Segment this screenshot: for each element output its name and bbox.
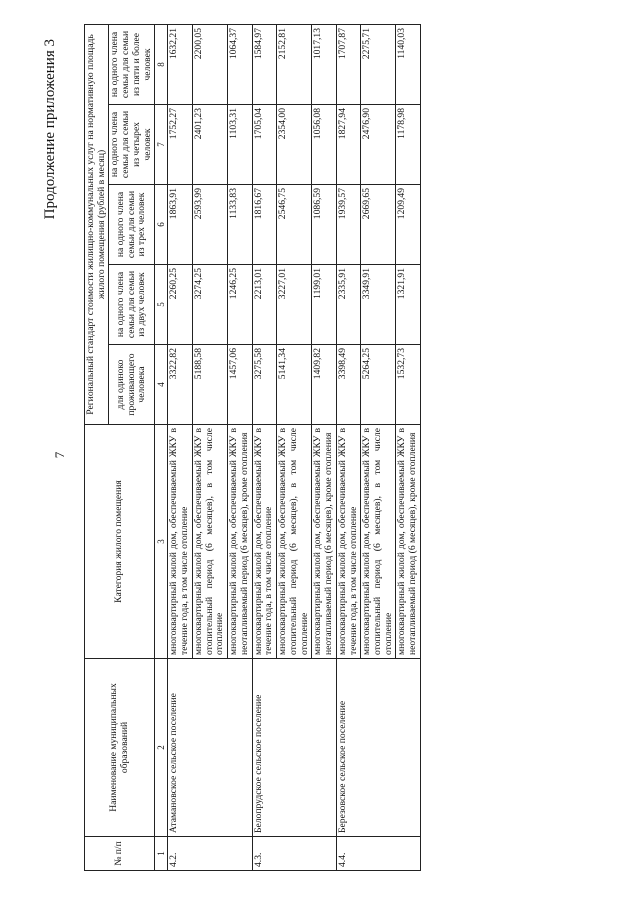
value-cell: 2593,99 [192, 185, 227, 265]
continuation-label: Продолжение приложения 3 [42, 39, 58, 220]
header-row-1 [85, 24, 109, 870]
value-cell: 2200,05 [192, 24, 227, 104]
value-cell: 1199,01 [312, 265, 336, 345]
row-number: 4.2. [168, 837, 252, 871]
value-cell: 1532,73 [396, 345, 420, 425]
header-category: Категория жилого помещения [85, 425, 155, 659]
rotated-sheet [42, 25, 627, 885]
table-row [252, 24, 276, 870]
value-cell: 1246,25 [228, 265, 252, 345]
header-name: Наименование муниципальных образований [85, 659, 155, 837]
colnum: 5 [155, 265, 168, 345]
value-cell: 2260,25 [168, 265, 192, 345]
value-cell: 1457,06 [228, 345, 252, 425]
table-row [168, 24, 192, 870]
value-cell: 1178,98 [396, 105, 420, 185]
value-cell: 1321,91 [396, 265, 420, 345]
municipality-name: Березовское сельское поселение [336, 659, 420, 837]
column-numbers-row [155, 24, 168, 870]
value-cell: 2476,90 [361, 105, 396, 185]
category-cell: многоквартирный жилой дом, обеспечиваемый ЖКУ в отопительный период (6 месяцев), в том числе отопление [277, 425, 312, 659]
colnum: 3 [155, 425, 168, 659]
value-cell: 2275,71 [361, 24, 396, 104]
value-cell: 1705,04 [252, 105, 276, 185]
row-number: 4.3. [252, 837, 336, 871]
value-cell: 2213,01 [252, 265, 276, 345]
value-cell: 3349,91 [361, 265, 396, 345]
value-cell: 2335,91 [336, 265, 360, 345]
value-cell: 1863,91 [168, 185, 192, 265]
value-cell: 3398,49 [336, 345, 360, 425]
value-cell: 3274,25 [192, 265, 227, 345]
municipality-name: Атамановское сельское поселение [168, 659, 252, 837]
value-cell: 2669,65 [361, 185, 396, 265]
value-cell: 1209,49 [396, 185, 420, 265]
value-cell: 1133,83 [228, 185, 252, 265]
value-cell: 1086,59 [312, 185, 336, 265]
value-cell: 3275,58 [252, 345, 276, 425]
colnum: 1 [155, 837, 168, 871]
value-cell: 1017,13 [312, 24, 336, 104]
table-row [336, 24, 360, 870]
value-cell: 5141,34 [277, 345, 312, 425]
category-cell: многоквартирный жилой дом, обеспечиваемый ЖКУ в неотапливаемый период (6 месяцев), кроме отопления [396, 425, 420, 659]
category-cell: многоквартирный жилой дом, обеспечиваемый ЖКУ в течение года, в том числе отопление [336, 425, 360, 659]
standards-table [84, 24, 421, 871]
value-cell: 5188,58 [192, 345, 227, 425]
page-number: 7 [52, 451, 67, 459]
value-cell: 1939,57 [336, 185, 360, 265]
category-cell: многоквартирный жилой дом, обеспечиваемый ЖКУ в отопительный период (6 месяцев), в том числе отопление [361, 425, 396, 659]
header-single: для одиноко проживающего человека [109, 345, 155, 425]
colnum: 2 [155, 659, 168, 837]
colnum: 6 [155, 185, 168, 265]
category-cell: многоквартирный жилой дом, обеспечиваемый ЖКУ в течение года, в том числе отопление [168, 425, 192, 659]
value-cell: 5264,25 [361, 345, 396, 425]
value-cell: 1103,31 [228, 105, 252, 185]
value-cell: 1409,82 [312, 345, 336, 425]
colnum: 4 [155, 345, 168, 425]
value-cell: 2354,00 [277, 105, 312, 185]
header-five: на одного члена семьи для семьи из пяти и более человек [109, 24, 155, 104]
header-group: Региональный стандарт стоимости жилищно-коммунальных услуг на нормативную площадь жилого помещения (рублей в месяц) [85, 24, 109, 424]
value-cell: 1827,94 [336, 105, 360, 185]
category-cell: многоквартирный жилой дом, обеспечиваемый ЖКУ в отопительный период (6 месяцев), в том числе отопление [192, 425, 227, 659]
municipality-name: Белопрудское сельское поселение [252, 659, 336, 837]
value-cell: 1064,37 [228, 24, 252, 104]
colnum: 7 [155, 105, 168, 185]
row-number: 4.4. [336, 837, 420, 871]
value-cell: 3322,82 [168, 345, 192, 425]
value-cell: 1140,03 [396, 24, 420, 104]
value-cell: 1816,67 [252, 185, 276, 265]
value-cell: 2152,81 [277, 24, 312, 104]
value-cell: 1056,08 [312, 105, 336, 185]
value-cell: 3227,01 [277, 265, 312, 345]
category-cell: многоквартирный жилой дом, обеспечиваемый ЖКУ в течение года, в том числе отопление [252, 425, 276, 659]
header-two: на одного члена семьи для семьи из двух человек [109, 265, 155, 345]
header-three: на одного члена семьи для семьи из трех человек [109, 185, 155, 265]
value-cell: 1584,97 [252, 24, 276, 104]
header-num: № п/п [85, 837, 155, 871]
header-four: на одного члена семьи для семьи из четырех человек [109, 105, 155, 185]
value-cell: 1752,27 [168, 105, 192, 185]
category-cell: многоквартирный жилой дом, обеспечиваемый ЖКУ в неотапливаемый период (6 месяцев), кроме отопления [312, 425, 336, 659]
value-cell: 2401,23 [192, 105, 227, 185]
value-cell: 2546,75 [277, 185, 312, 265]
category-cell: многоквартирный жилой дом, обеспечиваемый ЖКУ в неотапливаемый период (6 месяцев), кроме отопления [228, 425, 252, 659]
value-cell: 1632,21 [168, 24, 192, 104]
colnum: 8 [155, 24, 168, 104]
value-cell: 1707,87 [336, 24, 360, 104]
